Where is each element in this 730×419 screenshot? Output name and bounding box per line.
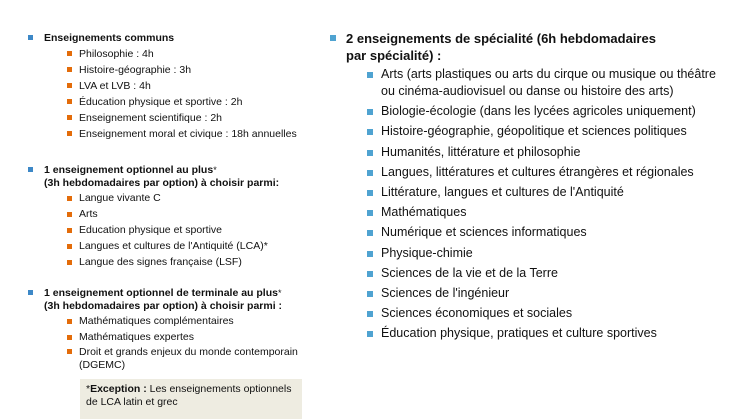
list-item: Sciences de la vie et de la Terre — [330, 265, 722, 282]
optional-course-list — [28, 190, 328, 270]
square-bullet-icon — [67, 244, 72, 249]
list-item: Langues, littératures et cultures étrangères et régionales — [330, 164, 722, 181]
square-bullet-icon — [367, 230, 373, 236]
square-bullet-icon — [367, 190, 373, 196]
right-column — [330, 30, 722, 345]
square-bullet-icon — [330, 35, 336, 41]
list-item: Histoire-géographie, géopolitique et sciences politiques — [330, 123, 722, 140]
left-column — [28, 32, 328, 419]
specialty-list — [330, 66, 722, 342]
list-item: Droit et grands enjeux du monde contemporain (DGEMC) — [28, 345, 328, 373]
list-item: Littérature, langues et cultures de l'Antiquité — [330, 184, 722, 201]
list-item: Numérique et sciences informatiques — [330, 224, 722, 241]
square-bullet-icon — [67, 319, 72, 324]
terminal-optional-heading: 1 enseignement optionnel de terminale au plus* (3h hebdomadaires par option) à choisir parmi : — [28, 287, 328, 312]
terminal-optional-group — [28, 287, 328, 419]
list-item: Mathématiques complémentaires — [28, 313, 328, 329]
square-bullet-icon — [67, 83, 72, 88]
square-bullet-icon — [67, 115, 72, 120]
square-bullet-icon — [67, 228, 72, 233]
square-bullet-icon — [367, 109, 373, 115]
list-item: Enseignement scientifique : 2h — [28, 110, 328, 126]
list-item: Langue des signes française (LSF) — [28, 254, 328, 270]
list-item: Enseignement moral et civique : 18h annuelles — [28, 126, 328, 142]
list-item: Histoire-géographie : 3h — [28, 62, 328, 78]
square-bullet-icon — [67, 196, 72, 201]
list-item: Humanités, littérature et philosophie — [330, 144, 722, 161]
square-bullet-icon — [28, 35, 33, 40]
square-bullet-icon — [367, 72, 373, 78]
list-item: LVA et LVB : 4h — [28, 78, 328, 94]
terminal-optional-list — [28, 313, 328, 373]
square-bullet-icon — [67, 349, 72, 354]
common-courses-title: Enseignements communs — [44, 32, 175, 44]
square-bullet-icon — [28, 167, 33, 172]
square-bullet-icon — [367, 271, 373, 277]
list-item: Éducation physique et sportive : 2h — [28, 94, 328, 110]
common-courses-heading — [28, 32, 328, 45]
list-item: Mathématiques — [330, 204, 722, 221]
square-bullet-icon — [67, 260, 72, 265]
list-item: Sciences économiques et sociales — [330, 305, 722, 322]
square-bullet-icon — [67, 67, 72, 72]
square-bullet-icon — [67, 99, 72, 104]
square-bullet-icon — [367, 331, 373, 337]
list-item: Langues et cultures de l'Antiquité (LCA)* — [28, 238, 328, 254]
square-bullet-icon — [367, 311, 373, 317]
square-bullet-icon — [367, 251, 373, 257]
list-item: Éducation physique, pratiques et culture sportives — [330, 325, 722, 342]
square-bullet-icon — [367, 129, 373, 135]
square-bullet-icon — [67, 335, 72, 340]
list-item: Arts — [28, 206, 328, 222]
list-item: Education physique et sportive — [28, 222, 328, 238]
square-bullet-icon — [67, 131, 72, 136]
list-item: Sciences de l'ingénieur — [330, 285, 722, 302]
square-bullet-icon — [367, 150, 373, 156]
list-item: Mathématiques expertes — [28, 329, 328, 345]
list-item: Langue vivante C — [28, 190, 328, 206]
common-courses-list — [28, 46, 328, 142]
list-item: Physique-chimie — [330, 245, 722, 262]
list-item: Philosophie : 4h — [28, 46, 328, 62]
square-bullet-icon — [67, 212, 72, 217]
optional-course-heading: 1 enseignement optionnel au plus* (3h hebdomadaires par option) à choisir parmi: — [28, 164, 328, 189]
square-bullet-icon — [367, 170, 373, 176]
list-item: Arts (arts plastiques ou arts du cirque ou musique ou théâtre ou cinéma-audiovisuel ou danse ou histoire des arts) — [330, 66, 722, 100]
square-bullet-icon — [28, 290, 33, 295]
square-bullet-icon — [367, 291, 373, 297]
common-courses-group — [28, 32, 328, 164]
square-bullet-icon — [367, 210, 373, 216]
exception-label: Exception : — [90, 383, 147, 395]
specialty-heading: 2 enseignements de spécialité (6h hebdomadaires par spécialité) : — [330, 30, 722, 64]
list-item: Biologie-écologie (dans les lycées agricoles uniquement) — [330, 103, 722, 120]
exception-note: *Exception : Les enseignements optionnels de LCA latin et grec — [80, 379, 302, 419]
optional-course-group — [28, 164, 328, 287]
square-bullet-icon — [67, 51, 72, 56]
